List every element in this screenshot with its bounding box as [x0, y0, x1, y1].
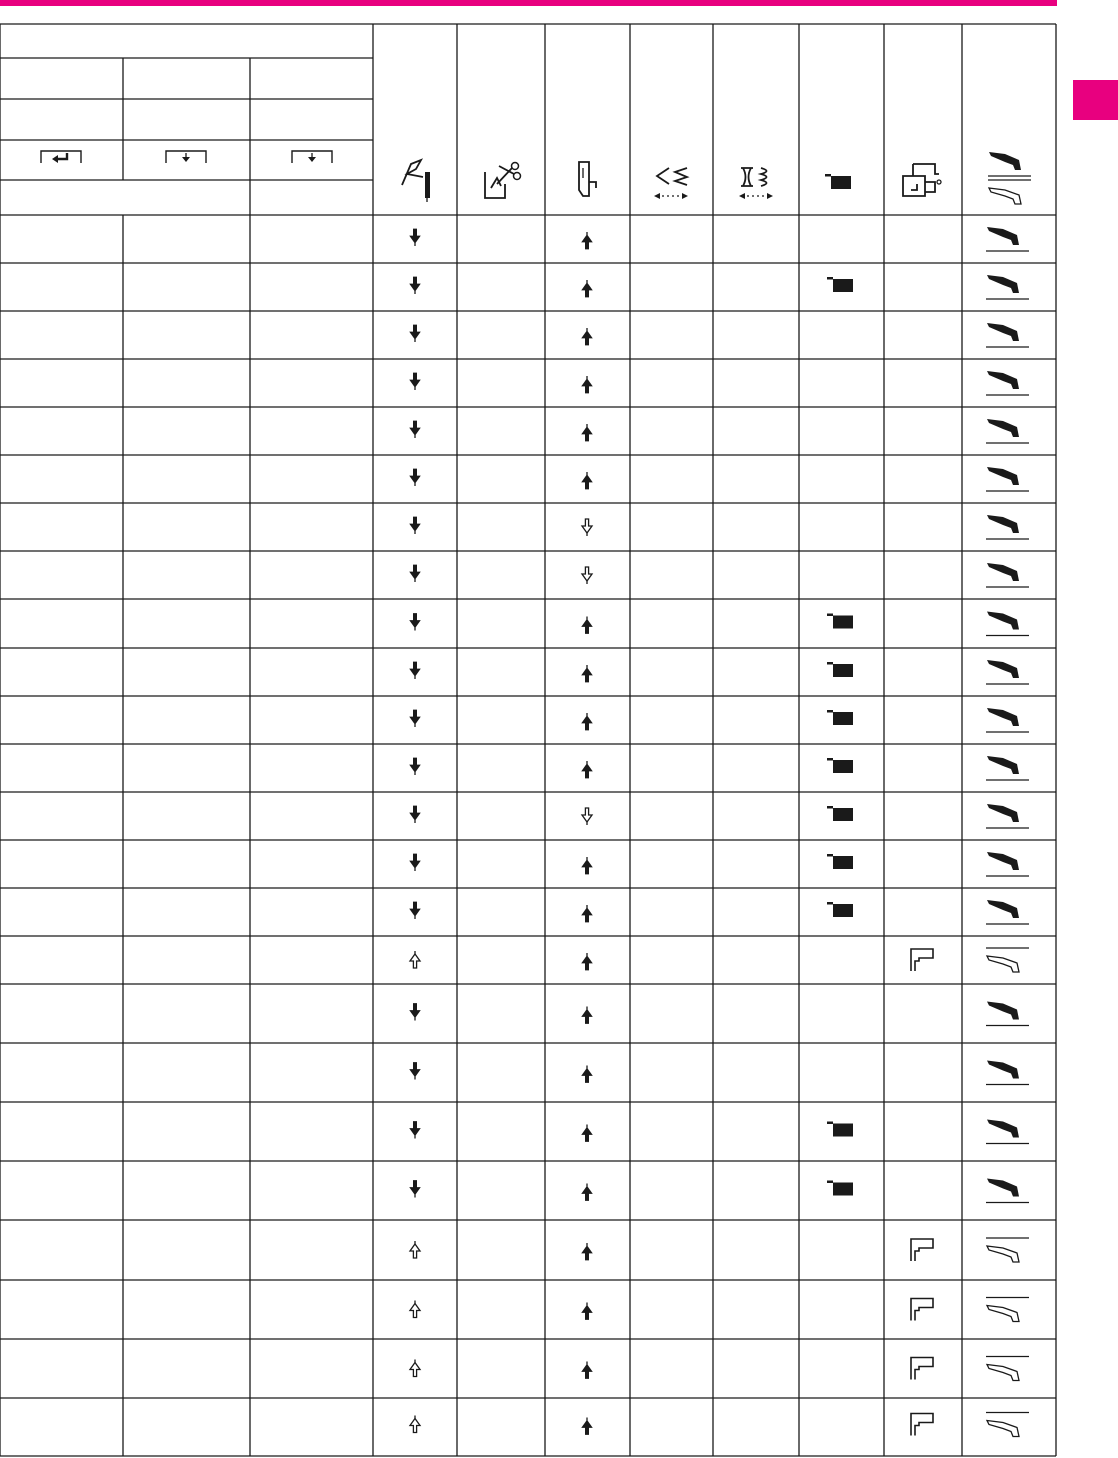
arrow-down-icon — [410, 806, 420, 823]
arrow-down-icon — [410, 325, 420, 342]
arrow-up-icon — [582, 905, 592, 922]
presser-foot-down-icon — [986, 419, 1029, 443]
arrow-down-icon — [410, 1063, 420, 1080]
table-row — [410, 948, 1029, 972]
arrow-down-icon — [410, 1181, 420, 1198]
table-row — [410, 612, 1029, 636]
presser-foot-down-icon — [986, 227, 1029, 251]
table-row — [410, 660, 1029, 684]
arrow-down-icon — [410, 614, 420, 631]
arrow-up-icon — [582, 328, 592, 345]
presser-foot-down-icon — [986, 515, 1029, 539]
table-grid-lines — [0, 24, 1056, 1456]
table-row — [410, 1120, 1029, 1144]
buttonhole-foot-icon — [911, 1358, 933, 1380]
presser-foot-down-icon — [986, 323, 1029, 347]
arrow-down-outline-icon — [582, 519, 592, 536]
buttonhole-foot-icon — [903, 164, 941, 196]
arrow-down-outline-icon — [582, 808, 592, 825]
table-row — [410, 900, 1029, 924]
table-row — [410, 804, 1029, 828]
arrow-down-outline-icon — [582, 567, 592, 584]
presser-foot-down-icon — [986, 612, 1029, 636]
arrow-down-icon — [410, 758, 420, 775]
needle-plate-icon — [827, 758, 853, 773]
arrow-up-icon — [582, 1184, 592, 1201]
arrow-down-icon — [410, 854, 420, 871]
arrow-down-icon — [410, 373, 420, 390]
presser-foot-down-icon — [986, 275, 1029, 299]
needle-plate-icon — [825, 174, 851, 189]
presser-foot-down-icon — [986, 660, 1029, 684]
table-row — [410, 852, 1029, 876]
table-row — [410, 563, 1029, 587]
arrow-up-icon — [582, 424, 592, 441]
arrow-down-icon — [410, 517, 420, 534]
table-row — [410, 1002, 1029, 1026]
needle-plate-icon — [827, 902, 853, 917]
arrow-down-icon — [410, 421, 420, 438]
arrow-up-icon — [582, 761, 592, 778]
table-row — [410, 275, 1029, 299]
arrow-down-icon — [410, 565, 420, 582]
presser-foot-up-icon — [986, 948, 1029, 972]
arrow-down-icon — [410, 469, 420, 486]
arrow-up-icon — [582, 1066, 592, 1083]
arrow-up-icon — [582, 1125, 592, 1142]
stitch-length-icon — [739, 168, 773, 199]
needle-plate-icon — [827, 662, 853, 677]
table-row — [410, 1238, 1029, 1262]
arrow-up-icon — [582, 1243, 592, 1260]
table-row — [410, 1061, 1029, 1085]
presser-foot-lever-icon — [402, 160, 430, 202]
buttonhole-foot-icon — [911, 1299, 933, 1321]
arrow-up-icon — [582, 472, 592, 489]
table-row — [410, 1413, 1029, 1437]
arrow-down-icon — [410, 229, 420, 246]
presser-foot-down-icon — [986, 1179, 1029, 1203]
buttonhole-foot-icon — [911, 949, 933, 971]
arrow-up-icon — [582, 713, 592, 730]
arrow-up-icon — [582, 376, 592, 393]
arrow-up-outline-icon — [410, 951, 420, 968]
arrow-up-outline-icon — [410, 1360, 420, 1377]
arrow-up-icon — [582, 953, 592, 970]
feed-dog-icon — [579, 162, 596, 196]
table-row — [410, 467, 1029, 491]
arrow-down-icon — [410, 1004, 420, 1021]
presser-foot-down-icon — [986, 804, 1029, 828]
needle-plate-icon — [827, 277, 853, 292]
needle-down-icon — [292, 151, 332, 163]
table-row — [410, 371, 1029, 395]
table-row — [410, 756, 1029, 780]
needle-plate-icon — [827, 1122, 853, 1137]
needle-plate-icon — [827, 854, 853, 869]
presser-foot-down-icon — [986, 1120, 1029, 1144]
arrow-up-icon — [582, 1303, 592, 1320]
arrow-up-outline-icon — [410, 1241, 420, 1258]
arrow-down-icon — [410, 662, 420, 679]
thread-cutter-icon — [485, 163, 521, 199]
table-row — [410, 708, 1029, 732]
side-chapter-tab — [1073, 80, 1118, 120]
buttonhole-foot-icon — [911, 1414, 933, 1436]
arrow-down-icon — [410, 902, 420, 919]
presser-foot-down-icon — [986, 467, 1029, 491]
presser-foot-down-icon — [986, 852, 1029, 876]
table-row — [410, 323, 1029, 347]
arrow-up-icon — [582, 857, 592, 874]
needle-plate-icon — [827, 806, 853, 821]
presser-foot-up-icon — [986, 1357, 1029, 1381]
table-row — [410, 1298, 1029, 1322]
needle-plate-icon — [827, 710, 853, 725]
arrow-down-icon — [410, 710, 420, 727]
presser-foot-down-icon — [986, 563, 1029, 587]
presser-foot-up-icon — [986, 1238, 1029, 1262]
table-row — [410, 1357, 1029, 1381]
stitch-width-icon — [654, 168, 688, 199]
buttonhole-foot-icon — [911, 1239, 933, 1261]
table-header-icons — [41, 151, 1031, 204]
arrow-down-icon — [410, 1122, 420, 1139]
arrow-up-icon — [582, 665, 592, 682]
table-row — [410, 1179, 1029, 1203]
arrow-up-icon — [582, 617, 592, 634]
table-body-cells — [410, 227, 1029, 1437]
reverse-stitch-icon — [41, 151, 81, 163]
arrow-down-icon — [410, 277, 420, 294]
needle-plate-icon — [827, 614, 853, 629]
table-row — [410, 227, 1029, 251]
presser-foot-down-icon — [986, 708, 1029, 732]
presser-foot-down-icon — [986, 1061, 1029, 1085]
arrow-up-icon — [582, 232, 592, 249]
arrow-up-icon — [582, 1007, 592, 1024]
presser-foot-up-icon — [986, 1298, 1029, 1322]
table-row — [410, 419, 1029, 443]
presser-foot-pair-icon — [988, 152, 1031, 204]
arrow-up-outline-icon — [410, 1301, 420, 1318]
arrow-up-icon — [582, 1418, 592, 1435]
presser-foot-up-icon — [986, 1413, 1029, 1437]
presser-foot-down-icon — [986, 371, 1029, 395]
arrow-up-icon — [582, 1362, 592, 1379]
presser-foot-down-icon — [986, 756, 1029, 780]
needle-plate-icon — [827, 1181, 853, 1196]
presser-foot-down-icon — [986, 900, 1029, 924]
presser-foot-down-icon — [986, 1002, 1029, 1026]
arrow-up-icon — [582, 280, 592, 297]
needle-down-icon — [166, 151, 206, 163]
table-row — [410, 515, 1029, 539]
arrow-up-outline-icon — [410, 1416, 420, 1433]
